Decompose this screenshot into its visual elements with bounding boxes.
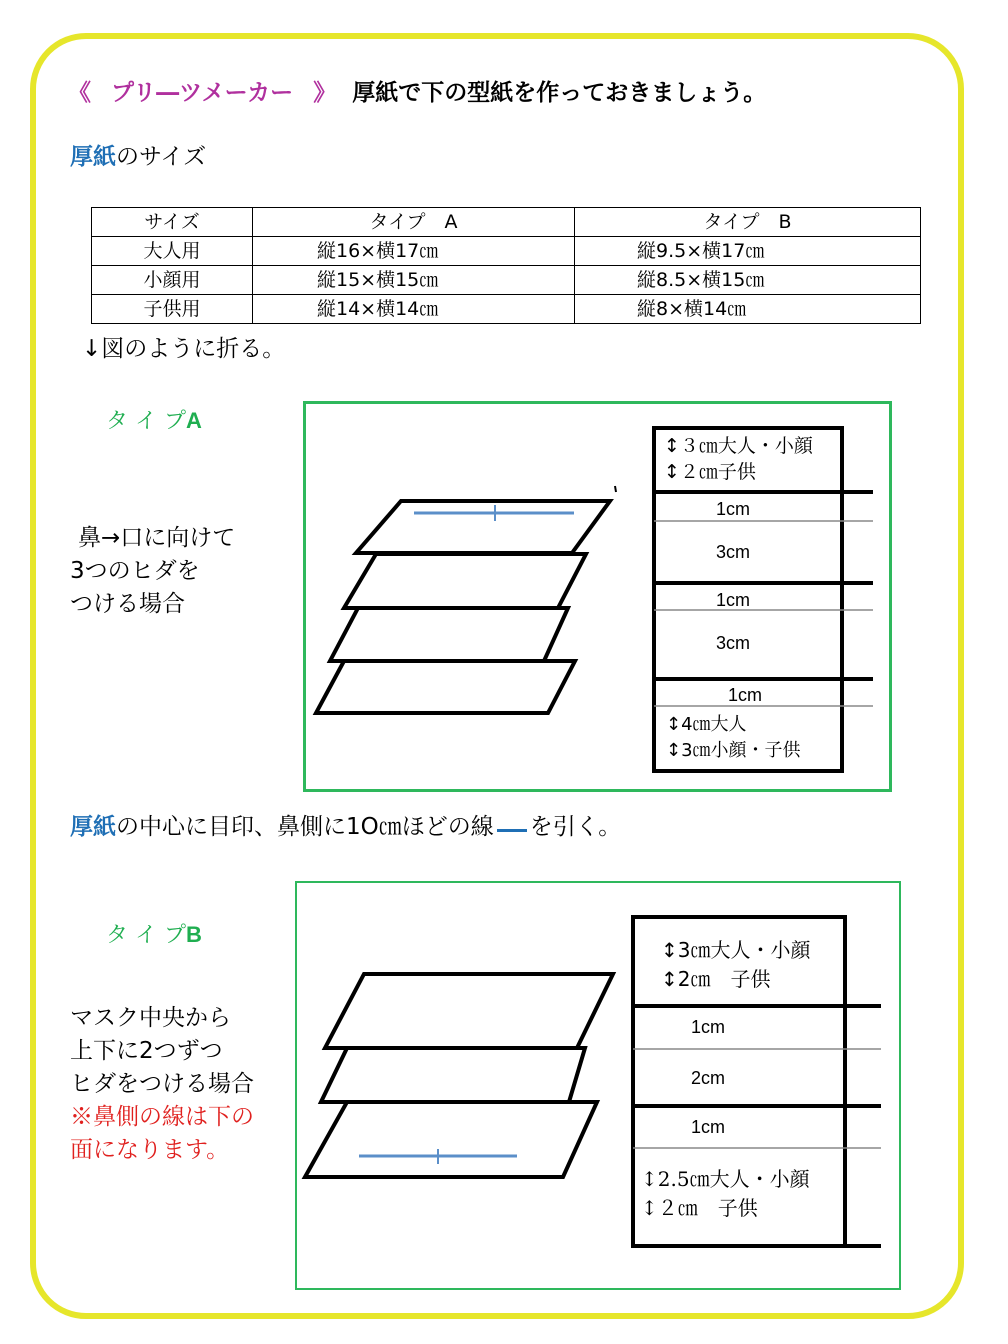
type-a-label-prefix: タ イ プ [106,409,186,434]
type-b-warning-line: ※鼻側の線は下の [70,1104,254,1130]
type-b-band-label: 1cm [691,1017,726,1037]
pleat-panel [305,1102,597,1177]
type-b-description-line: 上下に2つずつ [70,1038,223,1064]
type-a-bottom-margin-adult: ↕4㎝大人 [666,714,747,735]
table-cell: 縦8×横14㎝ [575,295,921,324]
table-row [92,237,921,266]
blue-line-sample [497,829,527,832]
size-heading-emphasis: 厚紙 [70,144,116,170]
type-a-description-line: つける場合 [70,591,185,617]
type-b-description [70,1002,254,1167]
table-header-cell: サイズ [92,208,253,237]
type-a-fold-diagram [306,404,889,789]
type-b-diagram-box [295,881,901,1290]
pleat-panel [356,501,610,553]
table-cell: 小顔用 [92,266,253,295]
type-a-bottom-margin-child: ↕3㎝小顔・子供 [666,740,801,761]
size-table [91,207,921,324]
type-b-label [106,918,202,949]
title-product-name: プリ―ツメーカー [111,80,294,106]
table-cell: 縦8.5×横15㎝ [575,266,921,295]
type-a-description-line: 3つのヒダを [70,558,200,584]
type-a-band-label: 3cm [716,542,751,562]
pleat-panel [344,554,586,608]
type-b-warning-line: 面になります。 [70,1137,230,1163]
type-a-band-label: 1cm [716,499,751,519]
type-b-label-letter: B [186,922,202,947]
type-a-band-label: 3cm [716,633,751,653]
type-b-top-margin-child: ↕2㎝ 子供 [661,967,771,991]
type-a-description [70,522,235,621]
table-header-cell: タイプ A [253,208,575,237]
type-b-bottom-margin-adult: ↕2.5㎝大人・小顔 [641,1167,810,1191]
type-a-diagram-box [303,401,892,792]
fold-instruction: ↓図のように折る。 [82,336,286,362]
type-b-description-line: ヒダをつける場合 [70,1071,254,1097]
title-bracket-open: 《 [68,80,91,106]
center-mark-text-end: を引く。 [529,814,622,840]
center-mark-emphasis: 厚紙 [70,814,116,840]
type-b-band-label: 2cm [691,1068,726,1088]
table-header-row [92,208,921,237]
type-b-bottom-margin-child: ↕２㎝ 子供 [641,1196,758,1220]
title-instruction: 厚紙で下の型紙を作っておきましょう。 [352,80,767,106]
type-a-label-letter: A [186,408,202,433]
size-heading-text: のサイズ [116,144,207,170]
table-row [92,266,921,295]
type-a-top-margin-child: ↕２㎝子供 [664,461,756,483]
type-b-label-prefix: タ イ プ [106,923,186,948]
table-cell: 縦14×横14㎝ [253,295,575,324]
table-cell: 縦16×横17㎝ [253,237,575,266]
pleat-panel [321,1048,585,1102]
table-row [92,295,921,324]
size-heading [70,138,206,171]
table-cell: 大人用 [92,237,253,266]
type-a-band-label: 1cm [728,685,763,705]
type-a-top-margin-adult: ↕３㎝大人・小顔 [664,435,813,457]
table-cell: 子供用 [92,295,253,324]
type-a-description-line: 鼻→口に向けて [78,525,236,551]
table-header-cell: タイプ B [575,208,921,237]
type-b-top-margin-adult: ↕3㎝大人・小顔 [661,938,811,962]
type-a-band-label: 1cm [716,590,751,610]
pleat-panel [325,974,613,1048]
type-b-description-line: マスク中央から [70,1005,231,1031]
table-cell: 縦9.5×横17㎝ [575,237,921,266]
type-b-band-label: 1cm [691,1117,726,1137]
table-cell: 縦15×横15㎝ [253,266,575,295]
center-mark-text: の中心に目印、鼻側に1O㎝ほどの線 [116,814,494,840]
pleat-panel [316,661,575,713]
page-title [68,74,766,107]
title-bracket-close: 》 [313,80,337,106]
pleat-panel [330,608,568,661]
center-mark-instruction [70,808,621,841]
type-a-label [106,404,202,435]
